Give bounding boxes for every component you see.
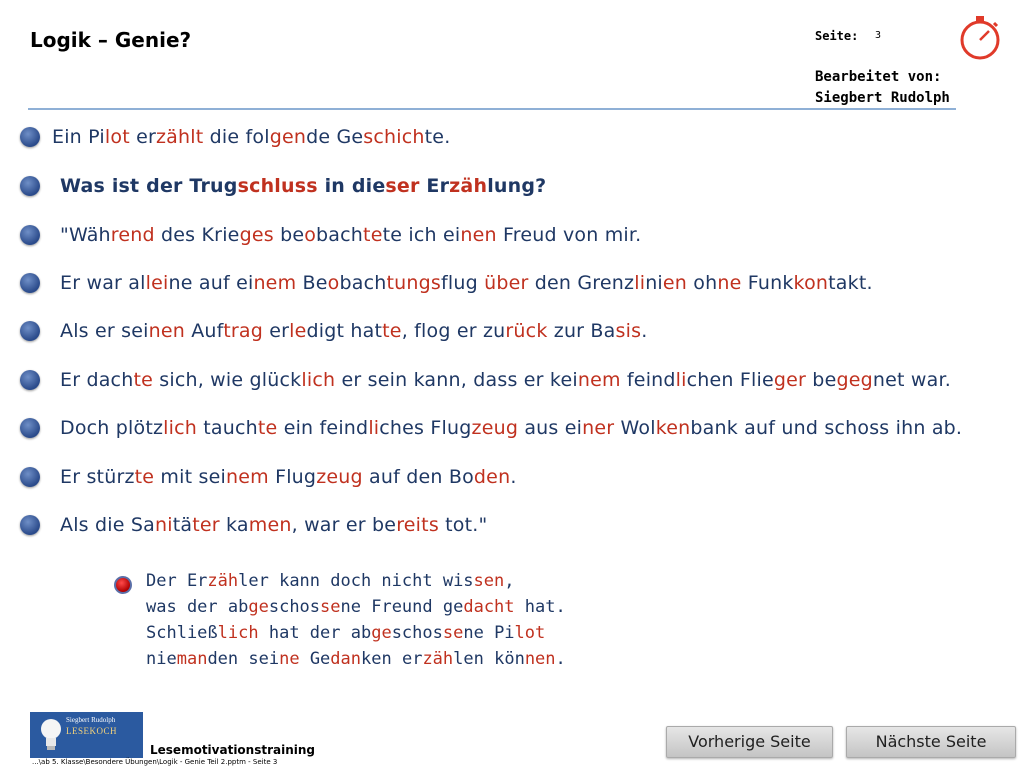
syllable-text: auf den Bo bbox=[362, 466, 474, 488]
bullet-icon[interactable] bbox=[20, 127, 40, 147]
syllable-highlight: nem bbox=[253, 272, 297, 294]
syllable-text: . bbox=[641, 320, 648, 342]
page-label: Seite: bbox=[815, 29, 859, 43]
story-line bbox=[20, 126, 450, 148]
syllable-highlight: se bbox=[320, 597, 341, 617]
syllable-highlight: nen bbox=[148, 320, 185, 342]
syllable-text: Flug bbox=[268, 466, 317, 488]
answer-line bbox=[146, 620, 566, 646]
syllable-highlight: ner bbox=[582, 417, 615, 439]
story-line-text bbox=[60, 466, 517, 488]
syllable-text: len kön bbox=[453, 649, 525, 669]
syllable-highlight: lich bbox=[301, 369, 336, 391]
syllable-text: Was ist der Trug bbox=[60, 175, 238, 197]
story-line-text bbox=[60, 272, 873, 294]
syllable-text: Er bbox=[419, 175, 450, 197]
syllable-highlight: li bbox=[634, 272, 646, 294]
syllable-text: digt hat bbox=[306, 320, 383, 342]
bullet-icon[interactable] bbox=[20, 418, 40, 438]
syllable-text: bank auf und schoss ihn ab. bbox=[690, 417, 963, 439]
story-line bbox=[20, 466, 517, 488]
stopwatch-icon[interactable] bbox=[956, 14, 1004, 62]
story-line bbox=[20, 369, 951, 391]
syllable-text: Funk bbox=[741, 272, 794, 294]
syllable-highlight: kon bbox=[793, 272, 829, 294]
logo-brand: LESEKOCH bbox=[66, 726, 117, 736]
syllable-highlight: lot bbox=[104, 126, 130, 148]
syllable-highlight: geg bbox=[836, 369, 873, 391]
syllable-text: ches Flug bbox=[379, 417, 472, 439]
story-line bbox=[20, 175, 546, 197]
syllable-text: ken er bbox=[361, 649, 423, 669]
syllable-highlight: lich bbox=[217, 623, 259, 643]
syllable-text: , war er be bbox=[291, 514, 397, 536]
syllable-highlight: zeug bbox=[316, 466, 363, 488]
syllable-text: schos bbox=[391, 623, 443, 643]
answer-line bbox=[146, 646, 566, 672]
story-line bbox=[20, 320, 647, 342]
syllable-highlight: zäh bbox=[449, 175, 488, 197]
syllable-text: Wol bbox=[614, 417, 656, 439]
syllable-text: was der ab bbox=[146, 597, 249, 617]
syllable-highlight: zäh bbox=[207, 571, 239, 591]
syllable-text: feind bbox=[620, 369, 676, 391]
syllable-text: Als die Sa bbox=[60, 514, 155, 536]
syllable-highlight: li bbox=[368, 417, 380, 439]
syllable-text: tauch bbox=[197, 417, 258, 439]
syllable-highlight: en bbox=[662, 272, 688, 294]
answer-line bbox=[146, 568, 566, 594]
page-title: Logik – Genie? bbox=[30, 28, 192, 52]
syllable-text: mit sei bbox=[154, 466, 226, 488]
syllable-highlight: ger bbox=[773, 369, 807, 391]
bullet-icon[interactable] bbox=[20, 273, 40, 293]
syllable-highlight: te bbox=[382, 320, 402, 342]
story-line-text bbox=[60, 224, 641, 246]
syllable-text: zur Ba bbox=[547, 320, 616, 342]
syllable-text: flug bbox=[440, 272, 485, 294]
syllable-text: Ein Pi bbox=[52, 126, 105, 148]
syllable-text: Freud von mir. bbox=[496, 224, 642, 246]
syllable-highlight: ni bbox=[155, 514, 173, 536]
syllable-text: bach bbox=[316, 224, 364, 246]
syllable-highlight: te bbox=[363, 224, 383, 246]
syllable-text: te. bbox=[424, 126, 451, 148]
syllable-text: Ge bbox=[299, 649, 331, 669]
answer-text bbox=[146, 568, 566, 672]
syllable-highlight: schich bbox=[363, 126, 425, 148]
syllable-text: in die bbox=[317, 175, 386, 197]
syllable-highlight: se bbox=[442, 623, 464, 643]
bullet-icon[interactable] bbox=[20, 225, 40, 245]
header-divider bbox=[28, 108, 956, 110]
syllable-highlight: sen bbox=[473, 571, 505, 591]
bullet-icon[interactable] bbox=[20, 176, 40, 196]
syllable-highlight: le bbox=[289, 320, 307, 342]
syllable-text: er sein kann, dass er kei bbox=[335, 369, 578, 391]
syllable-highlight: ges bbox=[239, 224, 274, 246]
syllable-highlight: te bbox=[133, 369, 153, 391]
syllable-highlight: nem bbox=[225, 466, 269, 488]
syllable-text: chen Flie bbox=[686, 369, 774, 391]
syllable-text: hat. bbox=[514, 597, 566, 617]
syllable-highlight: te bbox=[134, 466, 155, 488]
bullet-icon[interactable] bbox=[20, 321, 40, 341]
syllable-highlight: ge bbox=[371, 623, 392, 643]
syllable-text: lung? bbox=[487, 175, 547, 197]
syllable-text: de Ge bbox=[306, 126, 364, 148]
syllable-text: be bbox=[806, 369, 837, 391]
syllable-highlight: schluss bbox=[237, 175, 318, 197]
bullet-icon[interactable] bbox=[20, 515, 40, 535]
syllable-text: aus ei bbox=[518, 417, 583, 439]
syllable-highlight: rend bbox=[110, 224, 155, 246]
syllable-text: "Wäh bbox=[60, 224, 111, 246]
syllable-highlight: o bbox=[327, 272, 340, 294]
syllable-text: er bbox=[129, 126, 156, 148]
syllable-highlight: tungs bbox=[386, 272, 441, 294]
syllable-text: die fol bbox=[203, 126, 270, 148]
syllable-highlight: rück bbox=[505, 320, 548, 342]
syllable-text: , bbox=[504, 571, 515, 591]
syllable-highlight: ter bbox=[192, 514, 220, 536]
story-line-text bbox=[52, 126, 450, 148]
story-line-text bbox=[60, 514, 487, 536]
syllable-text: . bbox=[555, 649, 566, 669]
syllable-text: Er war al bbox=[60, 272, 146, 294]
syllable-text: ne Freund ge bbox=[340, 597, 464, 617]
previous-page-button[interactable]: Vorherige Seite bbox=[666, 726, 833, 758]
syllable-text: ler kann doch nicht wis bbox=[238, 571, 474, 591]
story-line-text bbox=[60, 175, 546, 197]
syllable-text: sich, wie glück bbox=[153, 369, 302, 391]
syllable-text: des Krie bbox=[154, 224, 240, 246]
syllable-highlight: man bbox=[176, 649, 208, 669]
syllable-text: Auf bbox=[185, 320, 224, 342]
syllable-highlight: zäh bbox=[422, 649, 454, 669]
syllable-text: tot." bbox=[438, 514, 488, 536]
syllable-text: ein feind bbox=[277, 417, 369, 439]
story-line-text bbox=[60, 417, 962, 439]
program-name: Lesemotivationstraining bbox=[150, 743, 316, 757]
syllable-highlight: li bbox=[675, 369, 687, 391]
syllable-highlight: trag bbox=[223, 320, 263, 342]
syllable-highlight: men bbox=[248, 514, 292, 536]
story-line-text bbox=[60, 369, 951, 391]
syllable-text: tä bbox=[172, 514, 193, 536]
logo-author: Siegbert Rudolph bbox=[66, 716, 116, 724]
syllable-text: ne auf ei bbox=[168, 272, 254, 294]
syllable-text: ni bbox=[645, 272, 663, 294]
bullet-icon[interactable] bbox=[20, 370, 40, 390]
syllable-text: . bbox=[510, 466, 517, 488]
answer-line bbox=[146, 594, 566, 620]
story-line bbox=[20, 417, 962, 439]
file-path: ...\ab 5. Klasse\Besondere Übungen\Logik - Genie Teil 2.pptm - Seite 3 bbox=[32, 758, 278, 766]
syllable-highlight: lich bbox=[163, 417, 198, 439]
syllable-text: ne Pi bbox=[463, 623, 515, 643]
story-line bbox=[20, 272, 873, 294]
answer-bullet-icon[interactable] bbox=[114, 576, 132, 594]
syllable-text: Doch plötz bbox=[60, 417, 164, 439]
syllable-highlight: den bbox=[473, 466, 511, 488]
syllable-highlight: zählt bbox=[155, 126, 204, 148]
syllable-highlight: nen bbox=[460, 224, 497, 246]
syllable-highlight: o bbox=[304, 224, 317, 246]
syllable-highlight: sis bbox=[615, 320, 642, 342]
syllable-text: nie bbox=[146, 649, 177, 669]
syllable-highlight: ken bbox=[655, 417, 691, 439]
syllable-highlight: reits bbox=[396, 514, 439, 536]
edited-by bbox=[815, 67, 950, 109]
syllable-highlight: ge bbox=[248, 597, 269, 617]
syllable-text: hat der ab bbox=[258, 623, 372, 643]
syllable-text: den sei bbox=[207, 649, 280, 669]
syllable-text: den Grenz bbox=[528, 272, 635, 294]
syllable-text: Als er sei bbox=[60, 320, 149, 342]
syllable-highlight: te bbox=[257, 417, 278, 439]
syllable-highlight: nem bbox=[577, 369, 621, 391]
syllable-text: takt. bbox=[828, 272, 873, 294]
syllable-highlight: ne bbox=[717, 272, 742, 294]
syllable-text: te ich ei bbox=[382, 224, 461, 246]
syllable-highlight: dacht bbox=[463, 597, 515, 617]
edited-by-name: Siegbert Rudolph bbox=[815, 90, 950, 106]
syllable-text: Schließ bbox=[146, 623, 218, 643]
syllable-text: be bbox=[273, 224, 305, 246]
story-line-text bbox=[60, 320, 647, 342]
leseskoch-logo bbox=[30, 712, 143, 758]
next-page-button[interactable]: Nächste Seite bbox=[846, 726, 1016, 758]
syllable-highlight: über bbox=[484, 272, 529, 294]
syllable-highlight: ser bbox=[385, 175, 420, 197]
syllable-text: oh bbox=[687, 272, 718, 294]
syllable-highlight: zeug bbox=[471, 417, 519, 439]
syllable-highlight: ne bbox=[279, 649, 300, 669]
story-line bbox=[20, 224, 641, 246]
syllable-highlight: dan bbox=[330, 649, 362, 669]
syllable-text: schos bbox=[268, 597, 321, 617]
syllable-text: er bbox=[263, 320, 290, 342]
syllable-text: net war. bbox=[872, 369, 951, 391]
syllable-text: , flog er zu bbox=[401, 320, 506, 342]
syllable-text: ka bbox=[219, 514, 249, 536]
syllable-highlight: nen bbox=[524, 649, 556, 669]
bullet-icon[interactable] bbox=[20, 467, 40, 487]
story-line bbox=[20, 514, 487, 536]
syllable-text: Er dach bbox=[60, 369, 134, 391]
syllable-highlight: lot bbox=[514, 623, 546, 643]
syllable-highlight: lei bbox=[145, 272, 169, 294]
syllable-text: Be bbox=[296, 272, 328, 294]
page-number: 3 bbox=[875, 30, 882, 41]
syllable-text: Der Er bbox=[146, 571, 208, 591]
syllable-text: Er stürz bbox=[60, 466, 135, 488]
syllable-highlight: gen bbox=[269, 126, 307, 148]
syllable-text: bach bbox=[339, 272, 387, 294]
edited-by-label: Bearbeitet von: bbox=[815, 69, 942, 85]
lightbulb-icon bbox=[38, 716, 64, 754]
